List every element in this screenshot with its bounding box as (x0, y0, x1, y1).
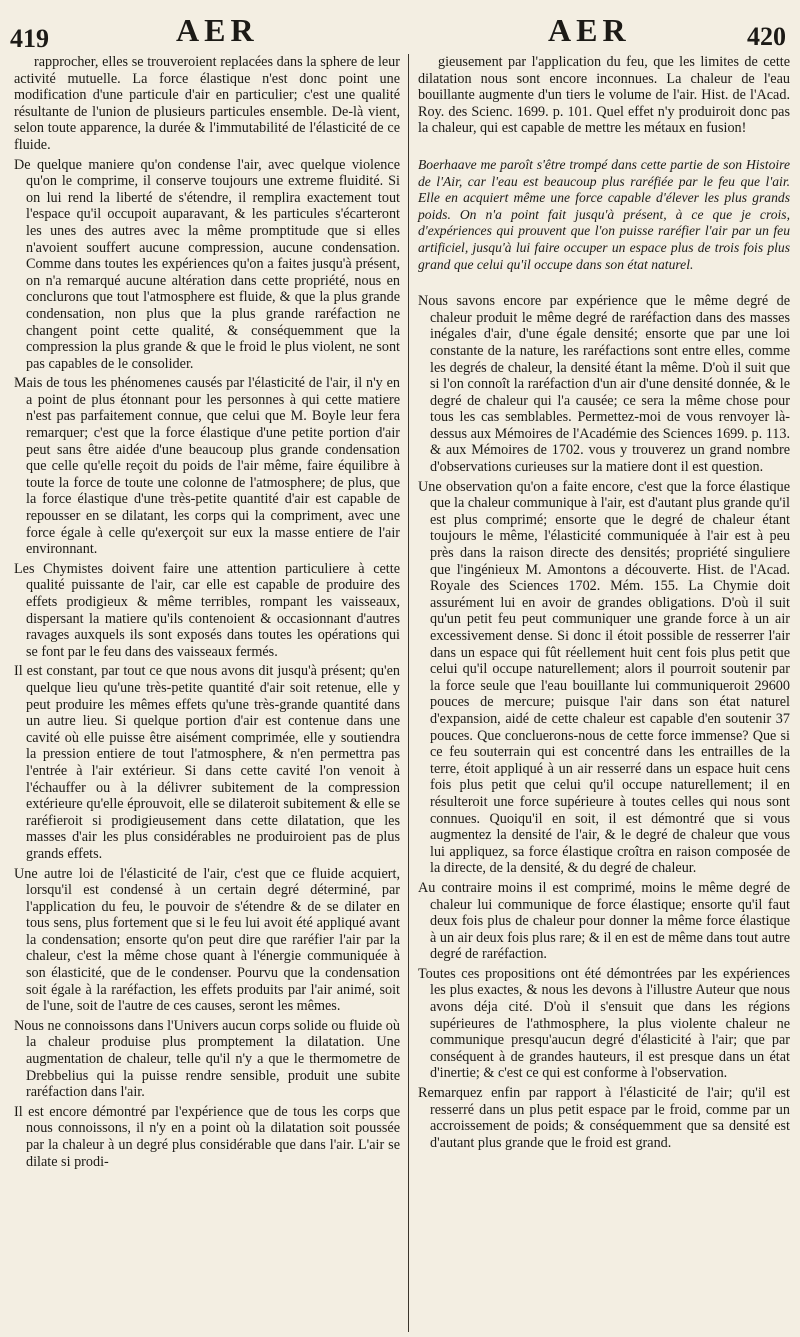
left-page-number: 419 (10, 24, 49, 53)
paragraph: Remarquez enfin par rapport à l'élasticité de l'air; qu'il est resserré dans un plus petit espace par le froid, comme par un accroissement de poids; & conséquemment que sa densité est d'autant plus grande que le froid est grand. (418, 1085, 790, 1151)
paragraph: Mais de tous les phénomenes causés par l'élasticité de l'air, il n'y en a point de plus étonnant pour les personnes à qui cette matiere n'est pas parfaitement connue, que celui que M. Boyle leur fera remarquer; c'est que la force élastique d'une petite portion d'air peut sans être aidée d'une beaucoup plus grande condensation que celle qu'elle reçoit du poids de l'air même, faire équilibre à toute la force de toute une colonne de l'atmosphere; de plus, que la force élastique d'une très-petite quantité d'air est capable de repousser en se dilatant, les corps qui la compriment, avec une force égale à celle qu'exerçoit sur eux la masse entiere de l'air environnant. (14, 375, 400, 558)
editor-note: Boerhaave me paroît s'être trompé dans cette partie de son Histoire de l'Air, car l'eau est beaucoup plus raréfiée par le feu que l'air. Elle en acquiert même une force capable d'élever les plus grands poids. On n'a point fait jusqu'à présent, à ce que je crois, d'expériences qui prouvent que l'on puisse raréfier l'air par un feu artificiel, jusqu'à lui faire occuper un espace plus de trois fois plus grand que celui qu'il occupe dans son état naturel. (418, 156, 790, 272)
column-divider (408, 54, 409, 1332)
paragraph: Une autre loi de l'élasticité de l'air, c'est que ce fluide acquiert, lorsqu'il est condensé à un certain degré déterminé, par l'application du feu, le pouvoir de s'étendre & de se dilater en tous sens, plus fortement que si le feu lui avoit été appliqué avant la condensation; ensorte qu'on peut dire que raréfier l'air par la chaleur, c'est la même chose quant à l'énergie communiquée à son élasticité, que de le condenser. Pourvu que la condensation soit égale à la raréfaction, les effets produits par l'air animé, soit de l'une, soit de l'autre de ces causes, seront les mêmes. (14, 865, 400, 1015)
paragraph: Toutes ces propositions ont été démontrées par les expériences les plus exactes, & nous les devons à l'illustre Auteur que nous avons déja cité. D'où il s'ensuit que dans les régions supérieures de l'athmosphere, la plus violente chaleur ne communique presqu'aucun degré d'élasticité à l'air; que par conséquent à de grandes hauteurs, il est presque dans un état d'inertie; & c'est ce qui est conforme à l'observation. (418, 965, 790, 1082)
paragraph: rapprocher, elles se trouveroient replacées dans la sphere de leur activité mutuelle. La force élastique n'est donc point une modification d'une particule d'air en particulier; c'est une qualité résultante de l'union de plusieurs particules ensemble. De-là vient, selon toute apparence, la durée & l'immutabilité de l'élasticité de ce fluide. (14, 54, 400, 153)
right-column (418, 54, 790, 1154)
right-page-number: 420 (747, 22, 786, 51)
left-column (14, 54, 400, 1173)
paragraph: Nous ne connoissons dans l'Univers aucun corps solide ou fluide où la chaleur produise plus promptement la dilatation. Une augmentation de chaleur, telle qu'il n'y a que le thermometre de Drebbelius qui la puisse rendre sensible, produit une subite raréfaction dans l'air. (14, 1017, 400, 1101)
left-running-head: AER (176, 12, 259, 48)
paragraph: Nous savons encore par expérience que le même degré de chaleur produit le même degré de raréfaction dans des masses inégales d'air, d'une égale densité; ensorte que par une loi constante de la nature, les raréfactions sont entre elles, comme les degrés de chaleur, la densité étant la même. D'où il suit que si l'on connoît la raréfaction d'un air d'une densité donnée, & le degré de chaleur qui l'a causée; ce sera la même chose pour tous les cas semblables. Permettez-moi de vous renvoyer là-dessus aux Mémoires de l'Académie des Sciences 1699. p. 113. & aux Mémoires de 1702. vous y trouverez un grand nombre d'observations curieuses sur la matiere dont il est question. (418, 293, 790, 476)
right-running-head: AER (548, 12, 631, 48)
paragraph: gieusement par l'application du feu, que les limites de cette dilatation nous sont encore inconnues. La chaleur de l'eau bouillante augmente d'un tiers le volume de l'air. Hist. de l'Acad. Roy. des Scienc. 1699. p. 101. Quel effet n'y produiroit donc pas la chaleur, qui est capable de mettre les métaux en fusion! (418, 54, 790, 137)
paragraph: Il est encore démontré par l'expérience que de tous les corps que nous connoissons, il n'y en a point où la dilatation soit poussée par la chaleur à un degré plus considérable que dans l'air. L'air se dilate si prodi- (14, 1103, 400, 1170)
paragraph: Les Chymistes doivent faire une attention particuliere à cette qualité puissante de l'air, car elle est capable de produire des effets prodigieux & même terribles, rompant les vaisseaux, dispersant la matiere qu'ils contenoient & occasionnant d'autres ravages auxquels ils sont exposés dans toutes les opérations qui se font par le feu dans des vaisseaux fermés. (14, 560, 400, 660)
paragraph: Une observation qu'on a faite encore, c'est que la force élastique que la chaleur communique à l'air, est d'autant plus grande qu'il est plus comprimé; ensorte que le degré de chaleur étant toujours le même, l'élasticité communiquée à l'air est à peu près dans la raison directe des densités; propriété singuliere que l'ingénieux M. Amontons a découverte. Hist. de l'Acad. Royale des Sciences 1702. Mém. 155. La Chymie doit assurément lui en avoir de grandes obligations. D'où il suit qu'un petit feu peut communiquer une grande force à un air excessivement dense. Si donc il étoit possible de resserrer l'air dans un espace qui fût réellement huit cent fois plus petit que celui qu'il occupe naturellement; alors il pourroit soutenir par la force seule que l'eau bouillante lui communiqueroit 29600 pouces de mercure; puisque l'air dans son état naturel d'expansion, aidé de cette chaleur est capable d'en soutenir 37 pouces. Que concluerons-nous de cette force immense? Que si ce feu souterrain qui est concentré dans les entrailles de la terre, étoit appliqué à un air resserré dans un espace huit cens fois plus petit que celui qu'il occupe naturellement; il en résulteroit une force supérieure à toutes celles qui nous sont connues. Quoiqu'il en soit, il est démontré que si vous augmentez la densité de l'air, & le degré de chaleur que vous lui appliquez, sa force élastique croîtra en raison composée de la directe, de la densité, & du degré de chaleur. (418, 478, 790, 877)
paragraph: De quelque maniere qu'on condense l'air, avec quelque violence qu'on le comprime, il conserve toujours une extreme fluidité. Si on lui rend la liberté de s'étendre, il remplira exactement tout l'espace qu'il occupoit auparavant, & les particules s'écarteront les unes des autres avec la même promptitude que si elles n'avoient souffert aucune compression, aucune condensation. Comme dans toutes les expériences qu'on a faites jusqu'à présent, on n'a remarqué aucune altération dans cette propriété, nous en conclurons que tout l'atmosphere est fluide, & que la plus grande condensation, non plus que la plus grande raréfaction ne changent point cette qualité, & conséquemment que la compression la plus grande & que le froid le plus violent, ne sont pas capables de le consolider. (14, 156, 400, 372)
paragraph: Il est constant, par tout ce que nous avons dit jusqu'à présent; qu'en quelque lieu qu'une très-petite quantité d'air soit retenue, elle y peut produire les mêmes effets qu'une très-grande quantité dans un autre lieu. Si quelque portion d'air est contenue dans une cavité où elle puisse être aisément comprimée, elle y soutiendra la pression entiere de tout l'atmosphere, & n'en permettra pas l'entrée à l'air extérieur. Si dans cette cavité l'on venoit à l'échauffer ou à la délivrer subitement de la compression extérieure qu'elle éprouvoit, elle se dilateroit subitement & elle se raréfieroit si prodigieusement dans cette dilatation, que les masses d'air les plus considérables ne produiroient pas de plus grands effets. (14, 663, 400, 862)
page-header (0, 0, 800, 52)
paragraph: Au contraire moins il est comprimé, moins le même degré de chaleur lui communique de force élastique; ensorte qu'il faut deux fois plus de chaleur pour donner la même force élastique à un air deux fois plus rare; & il en est de même dans tout autre degré de raréfaction. (418, 879, 790, 963)
